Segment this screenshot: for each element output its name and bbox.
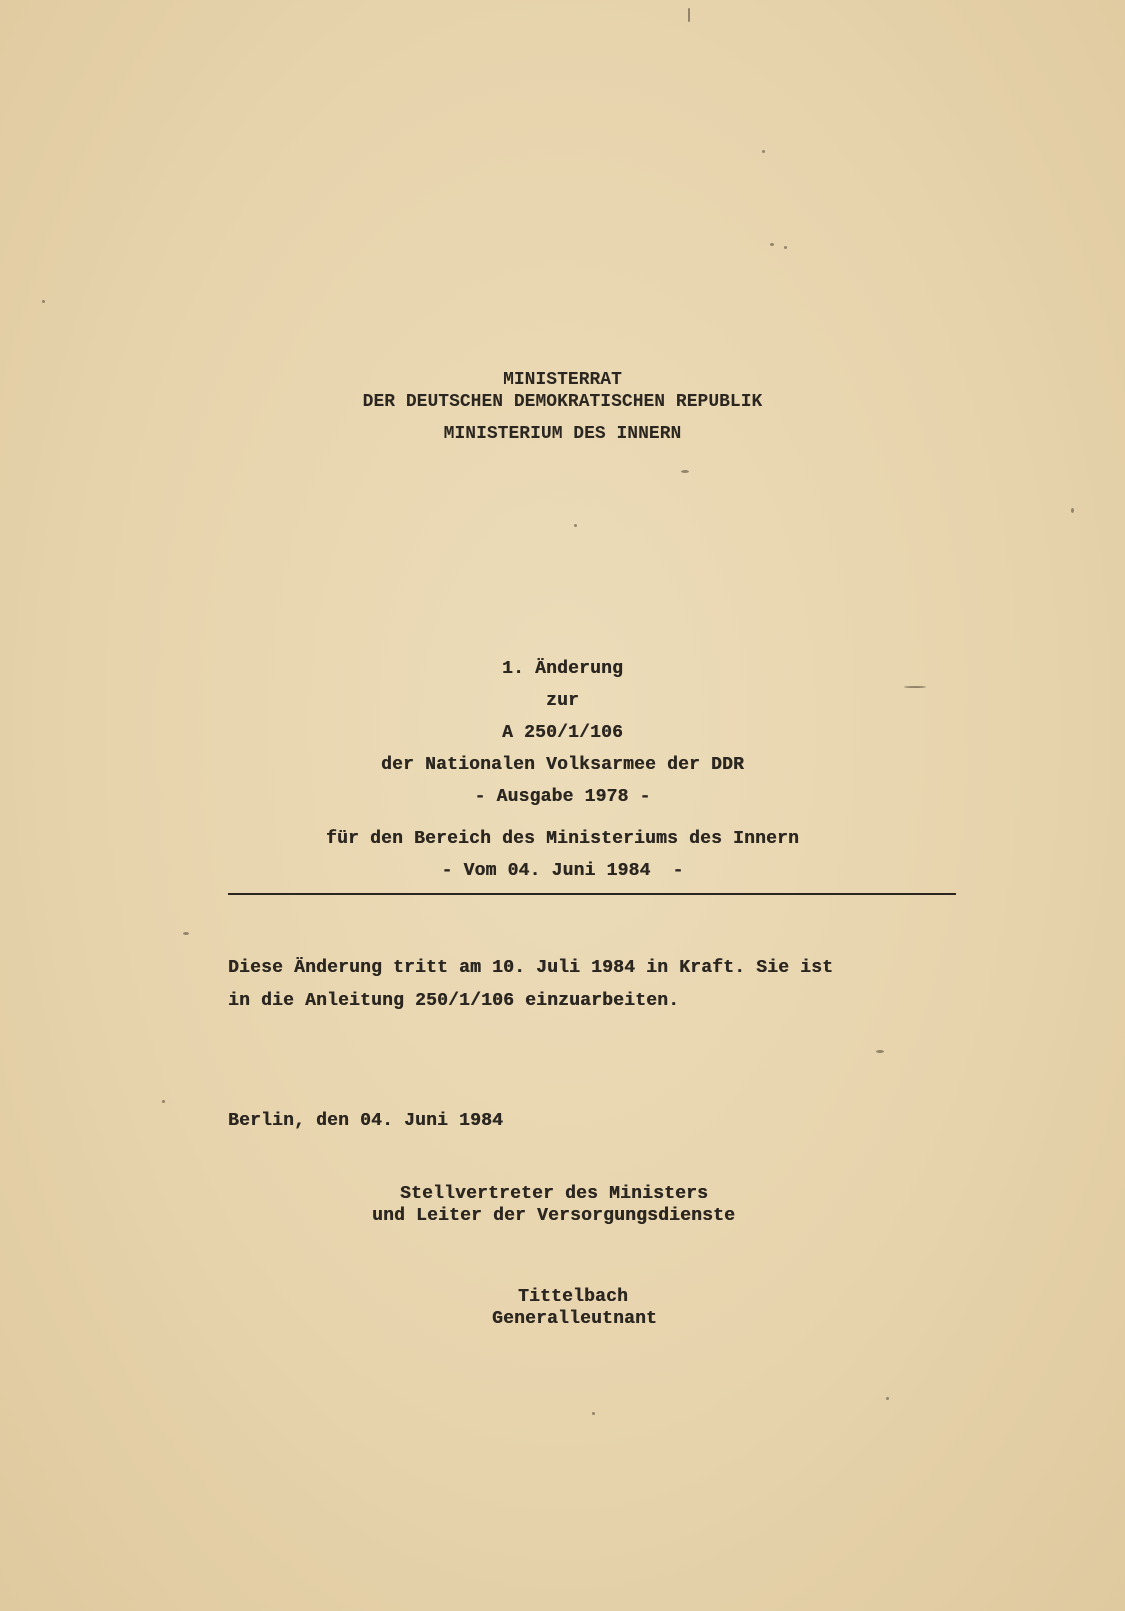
place-date: Berlin, den 04. Juni 1984 — [228, 1111, 504, 1131]
paper-speck — [904, 686, 926, 688]
title-nva: der Nationalen Volksarmee der DDR — [380, 755, 745, 775]
title-underline — [228, 893, 956, 895]
title-date: - Vom 04. Juni 1984 - — [441, 861, 684, 881]
body-line-2: in die Anleitung 250/1/106 einzuarbeiten. — [228, 991, 680, 1011]
title-aenderung: 1. Änderung — [501, 659, 624, 679]
paper-speck — [681, 470, 689, 473]
paper-speck — [876, 1050, 884, 1053]
paper-speck — [183, 932, 189, 935]
title-zur: zur — [545, 691, 579, 711]
header-ddr: DER DEUTSCHEN DEMOKRATISCHEN REPUBLIK — [362, 392, 763, 412]
paper-speck — [784, 246, 787, 249]
paper-speck — [42, 300, 45, 303]
signature-role-1: Stellvertreter des Ministers — [400, 1184, 709, 1204]
signature-name: Tittelbach — [518, 1287, 629, 1307]
paper-speck — [770, 243, 774, 246]
signature-role-2: und Leiter der Versorgungsdienste — [372, 1206, 736, 1226]
paper-speck — [1071, 508, 1074, 513]
paper-speck — [688, 8, 690, 22]
body-line-1: Diese Änderung tritt am 10. Juli 1984 in Kraft. Sie ist — [228, 958, 834, 978]
title-ausgabe: - Ausgabe 1978 - — [474, 787, 651, 807]
paper-speck — [574, 524, 577, 527]
header-ministerrat: MINISTERRAT — [503, 370, 622, 390]
paper-speck — [162, 1100, 165, 1103]
paper-speck — [592, 1412, 595, 1415]
header-ministerium: MINISTERIUM DES INNERN — [443, 424, 682, 444]
paper-speck — [762, 150, 765, 153]
paper-speck — [886, 1397, 889, 1400]
title-document-number: A 250/1/106 — [501, 723, 624, 743]
title-bereich: für den Bereich des Ministeriums des Innern — [325, 829, 800, 849]
signature-rank: Generalleutnant — [492, 1309, 658, 1329]
